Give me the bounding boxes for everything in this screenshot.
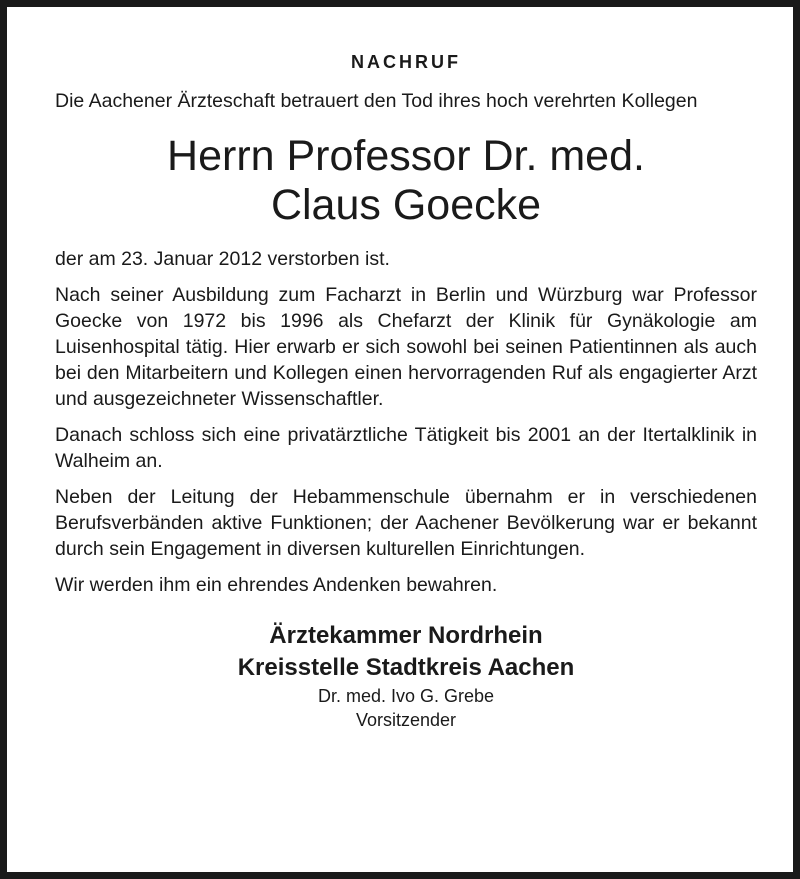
obituary-heading: NACHRUF (351, 52, 461, 72)
later-career-paragraph: Danach schloss sich eine privatärztliche Tätigkeit bis 2001 an der Itertalklinik in Walheim an. (55, 424, 757, 472)
intro-text: Die Aachener Ärzteschaft betrauert den Tod ihres hoch verehrten Kollegen (55, 90, 698, 112)
deceased-name-line-2: Claus Goecke (270, 181, 542, 229)
signatory-name: Dr. med. Ivo G. Grebe (317, 686, 495, 706)
deceased-name (55, 132, 757, 230)
closing-paragraph: Wir werden ihm ein ehrendes Andenken bewahren. (55, 574, 498, 596)
signature-block (55, 620, 757, 732)
career-paragraph: Nach seiner Ausbildung zum Facharzt in Berlin und Würzburg war Professor Goecke von 1972 bis 1996 als Chefarzt der Klinik für Gynäkologie am Luisenhospital tätig. Hier erwarb er sich sowohl bei seinen Patientinnen als auch bei den Mitarbeitern und Kollegen einen hervorragenden Ruf als engagierter Arzt und ausgezeichneter Wissenschaftler. (55, 284, 757, 410)
obituary-content (55, 51, 757, 732)
organization-name: Ärztekammer Nordrhein (269, 622, 543, 649)
signatory-role: Vorsitzender (355, 710, 457, 730)
organization-branch: Kreisstelle Stadtkreis Aachen (237, 654, 575, 681)
deceased-name-line-1: Herrn Professor Dr. med. (167, 132, 645, 180)
engagement-paragraph: Neben der Leitung der Hebammenschule übernahm er in verschiedenen Berufsverbänden aktive Funktionen; der Aachener Bevölkerung war er bekannt durch sein Engagement in diversen kulturellen Einrichtungen. (55, 486, 757, 560)
death-date-text: der am 23. Januar 2012 verstorben ist. (55, 248, 390, 270)
